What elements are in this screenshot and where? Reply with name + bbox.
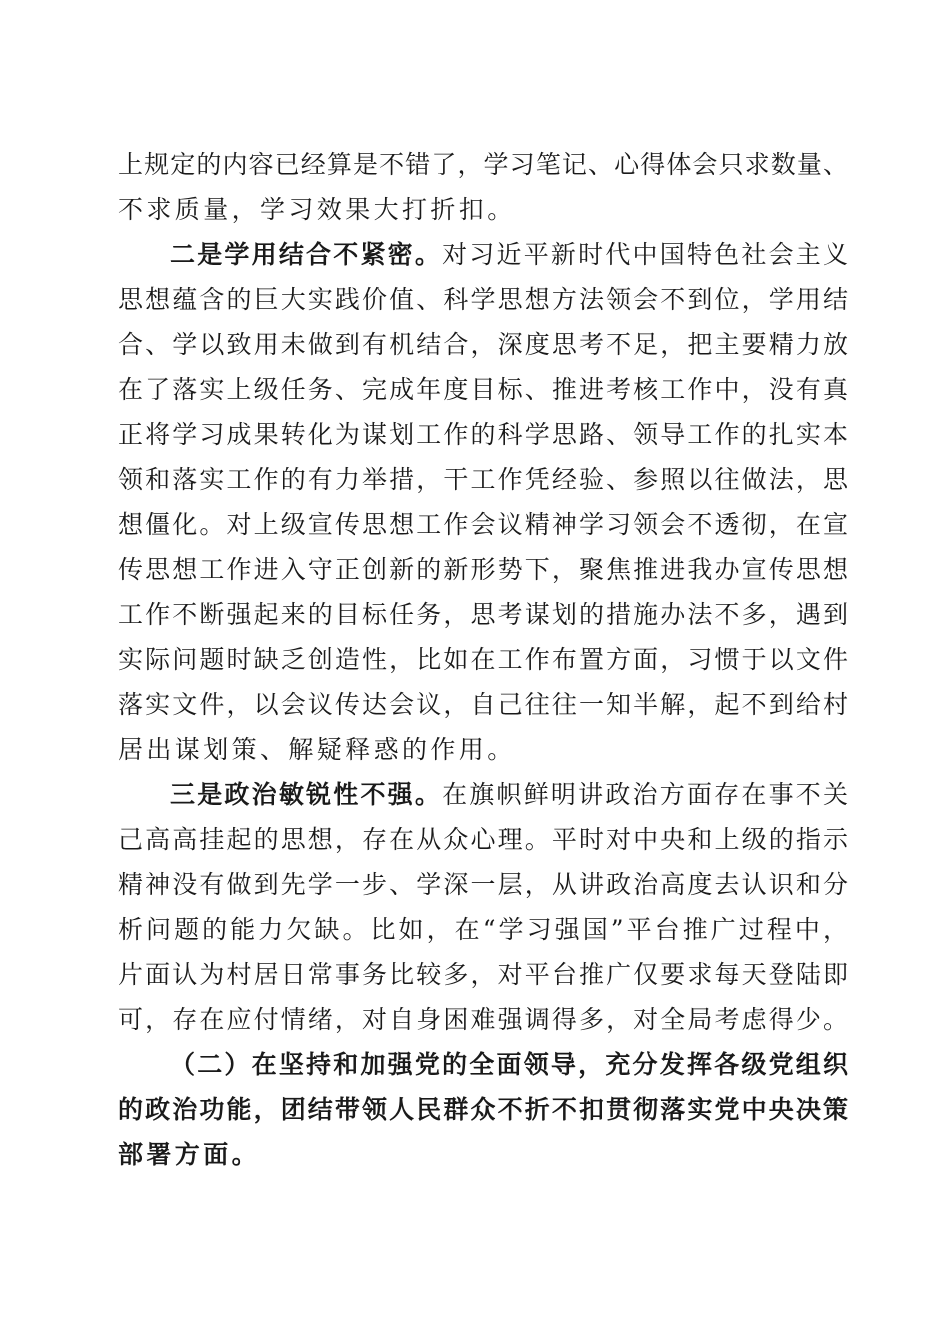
paragraph-line: 工作不断强起来的目标任务，思考谋划的措施办法不多，遇到 <box>118 600 848 629</box>
section-heading-line: （二）在坚持和加强党的全面领导，充分发挥各级党组织 <box>170 1050 848 1079</box>
paragraph-line: 在了落实上级任务、完成年度目标、推进考核工作中，没有真 <box>118 375 848 404</box>
paragraph-heading: 二是学用结合不紧密。 <box>170 240 443 269</box>
paragraph-line: 精神没有做到先学一步、学深一层，从讲政治高度去认识和分 <box>118 870 848 899</box>
paragraph-line: 实际问题时缺乏创造性，比如在工作布置方面，习惯于以文件 <box>118 645 848 674</box>
paragraph-line: 片面认为村居日常事务比较多，对平台推广仅要求每天登陆即 <box>118 960 848 989</box>
paragraph-line: 析问题的能力欠缺。比如，在“学习强国”平台推广过程中， <box>118 915 848 944</box>
paragraph-line: 上规定的内容已经算是不错了，学习笔记、心得体会只求数量、 <box>118 150 848 179</box>
paragraph-line: 传思想工作进入守正创新的新形势下，聚焦推进我办宣传思想 <box>118 555 848 584</box>
paragraph-first-line <box>170 235 848 275</box>
paragraph-line: 合、学以致用未做到有机结合，深度思考不足，把主要精力放 <box>118 330 848 359</box>
paragraph-line: 落实文件，以会议传达会议，自己往往一知半解，起不到给村 <box>118 690 848 719</box>
paragraph-line: 正将学习成果转化为谋划工作的科学思路、领导工作的扎实本 <box>118 420 848 449</box>
paragraph-line: 居出谋划策、解疑释惑的作用。 <box>118 735 516 764</box>
section-heading-line: 部署方面。 <box>118 1140 261 1169</box>
paragraph-line: 思想蕴含的巨大实践价值、科学思想方法领会不到位，学用结 <box>118 285 848 314</box>
paragraph-text: 对习近平新时代中国特色社会主义 <box>442 240 848 269</box>
paragraph-line: 己高高挂起的思想，存在从众心理。平时对中央和上级的指示 <box>118 825 848 854</box>
paragraph-line: 不求质量，学习效果大打折扣。 <box>118 195 516 224</box>
paragraph-line: 领和落实工作的有力举措，干工作凭经验、参照以往做法，思 <box>118 465 848 494</box>
paragraph-heading: 三是政治敏锐性不强。 <box>170 780 443 809</box>
section-heading-line: 的政治功能，团结带领人民群众不折不扣贯彻落实党中央决策 <box>118 1095 848 1124</box>
paragraph-line: 可，存在应付情绪，对自身困难强调得多，对全局考虑得少。 <box>118 1005 848 1034</box>
paragraph-first-line <box>170 775 848 815</box>
paragraph-line: 想僵化。对上级宣传思想工作会议精神学习领会不透彻，在宣 <box>118 510 848 539</box>
paragraph-text: 在旗帜鲜明讲政治方面存在事不关 <box>442 780 848 809</box>
